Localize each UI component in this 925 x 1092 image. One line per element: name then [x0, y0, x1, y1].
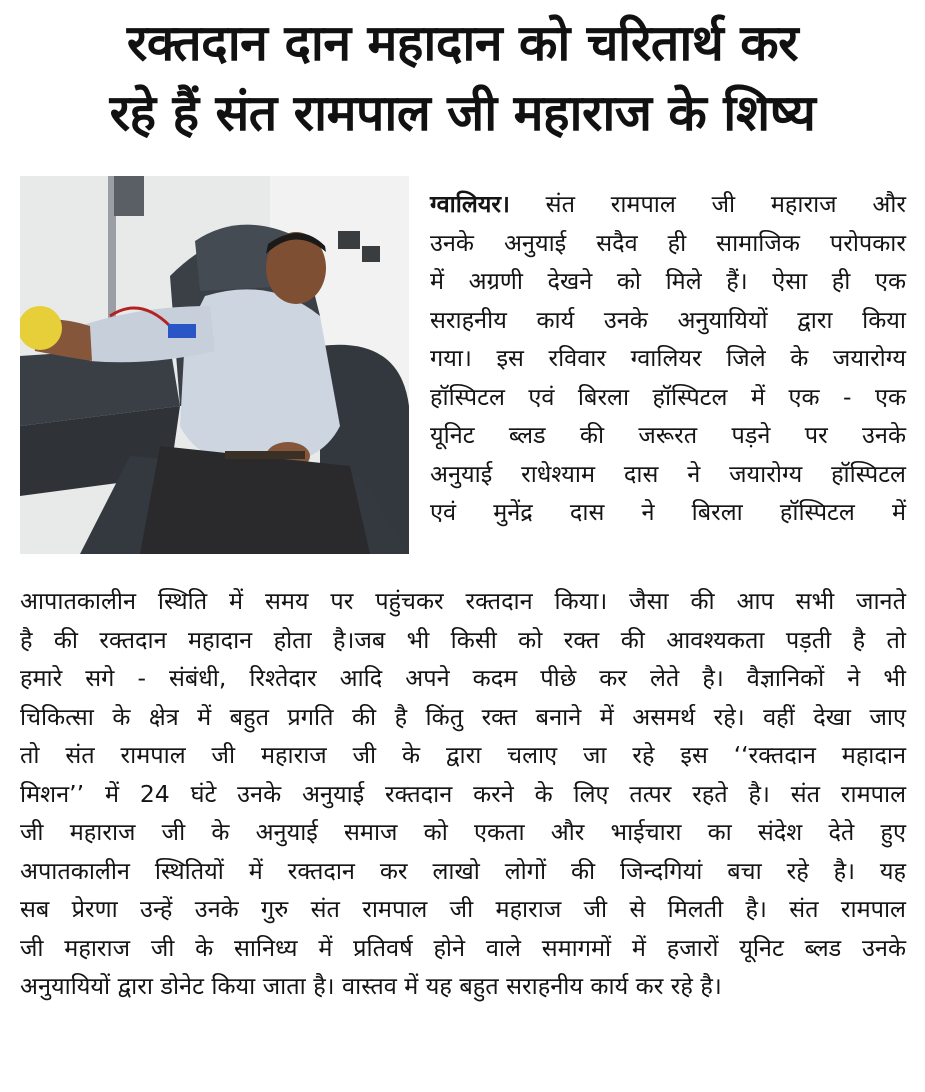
article-line-col-8: एवं मुनेंद्र दास ने बिरला हॉस्पिटल में: [430, 498, 906, 526]
article-line-full-9: जी महाराज जी के सानिध्य में प्रतिवर्ष होने वाले समागमों में हजारों यूनिट ब्लड उनके: [20, 933, 906, 962]
article-line-col-6: यूनिट ब्लड की जरूरत पड़ने पर उनके: [430, 421, 906, 449]
article-line-col-4: गया। इस रविवार ग्वालियर जिले के जयारोग्य: [430, 344, 906, 372]
article-line-full-1: है की रक्तदान महादान होता है।जब भी किसी को रक्त की आवश्यकता पड़ती है तो: [20, 625, 906, 654]
headline-line-1: रक्तदान दान महादान को चरितार्थ कर: [126, 14, 799, 72]
article-column-text: [430, 185, 906, 532]
headline: [0, 8, 925, 148]
article-line-full-2: हमारे सगे - संबंधी, रिश्तेदार आदि अपने कदम पीछे कर लेते है। वैज्ञानिकों ने भी: [20, 664, 906, 692]
article-line-full-7: अपातकालीन स्थितियों में रक्तदान कर लाखो लोगों की जिन्दगियां बचा रहे है। यह: [20, 856, 906, 885]
article-line-col-0: [430, 185, 906, 224]
article-line-full-6: जी महाराज जी के अनुयाई समाज को एकता और भाईचारा का संदेश देते हुए: [20, 818, 906, 846]
article-line-full-8: सब प्रेरणा उन्हें उनके गुरु संत रामपाल जी महाराज जी से मिलती है। संत रामपाल: [20, 895, 906, 923]
article-line-col-3: सराहनीय कार्य उनके अनुयायियों द्वारा किया: [430, 305, 906, 334]
dateline: ग्वालियर।: [430, 190, 510, 218]
article-line-full-3: चिकित्सा के क्षेत्र में बहुत प्रगति की है किंतु रक्त बनाने में असमर्थ रहे। वहीं देखा जाए: [20, 702, 906, 731]
photo-illustration: [20, 176, 409, 554]
article-line-full-5: मिशन’’ में 24 घंटे उनके अनुयाई रक्तदान करने के लिए तत्पर रहते है। संत रामपाल: [20, 779, 906, 808]
article-full-width-text: [20, 582, 906, 1006]
blood-donor-photo: [20, 176, 409, 554]
article-line-col-1: उनके अनुयाई सदैव ही सामाजिक परोपकार: [430, 228, 906, 257]
article-line-full-10: अनुयायियों द्वारा डोनेट किया जाता है। वास्तव में यह बहुत सराहनीय कार्य कर रहे है।: [20, 972, 722, 1000]
article-line-col-0-text: संत रामपाल जी महाराज और: [509, 190, 906, 218]
article-line-full-0: आपातकालीन स्थिति में समय पर पहुंचकर रक्तदान किया। जैसा की आप सभी जानते: [20, 587, 906, 615]
article-line-col-5: हॉस्पिटल एवं बिरला हॉस्पिटल में एक - एक: [430, 382, 906, 411]
article-line-col-7: अनुयाई राधेश्याम दास ने जयारोग्य हॉस्पिटल: [430, 459, 906, 488]
headline-line-2: रहे हैं संत रामपाल जी महाराज के शिष्य: [109, 84, 816, 142]
article-line-col-2: में अग्रणी देखने को मिले हैं। ऐसा ही एक: [430, 267, 906, 295]
article-line-full-4: तो संत रामपाल जी महाराज जी के द्वारा चलाए जा रहे इस ‘‘रक्तदान महादान: [20, 741, 906, 769]
